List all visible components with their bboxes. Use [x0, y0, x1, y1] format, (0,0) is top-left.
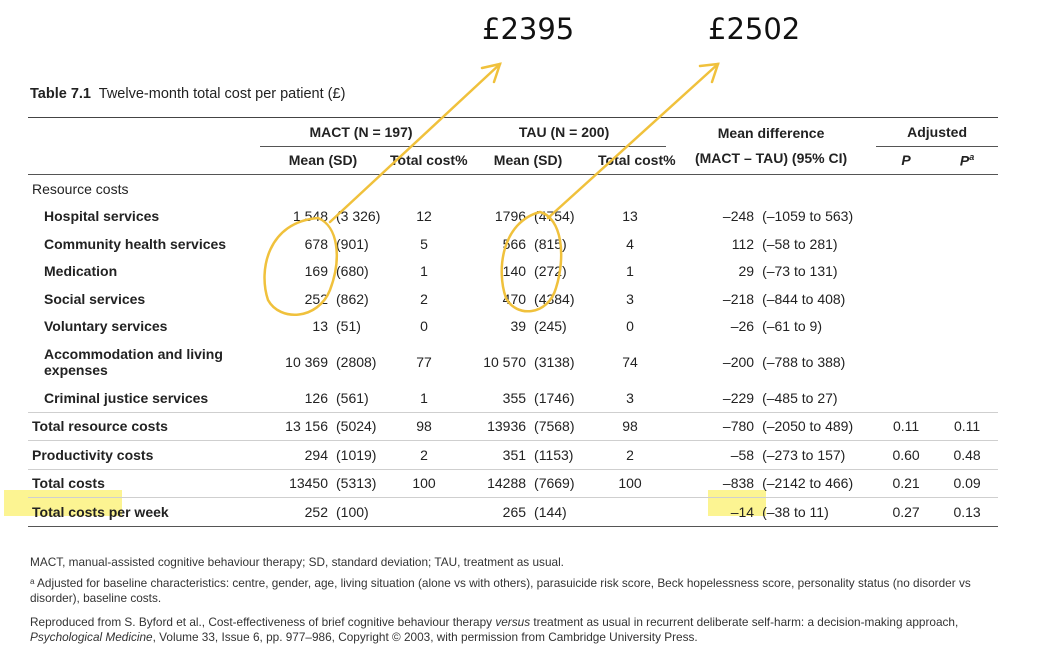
header-total-cost-tau: Total cost%	[598, 152, 676, 169]
tau-mean: 10 570	[483, 354, 527, 370]
cost-table	[28, 117, 998, 527]
footnote: ᵃ Adjusted for baseline characteristics: centre, gender, age, living situation (alone vs with others), parasuicide risk score, Beck hopelessness score, personality status (no disorder vs disorder), baseline costs.	[30, 576, 971, 605]
mact-sd: (561)	[336, 389, 369, 406]
p-value	[876, 203, 936, 231]
pa-value	[936, 384, 998, 412]
tau-sd: (3138)	[534, 354, 575, 370]
annotation-right-value: £2502	[708, 12, 801, 46]
mact-mean: 13 156	[260, 412, 332, 441]
p-value	[876, 230, 936, 258]
confidence-interval: (–273 to 157)	[758, 441, 876, 470]
mact-sd: (3 326)	[336, 208, 381, 225]
mact-total-pct: 2	[386, 441, 462, 470]
pa-value: 0.48	[936, 441, 998, 470]
mact-sd: (51)	[336, 318, 361, 335]
confidence-interval: (–58 to 281)	[762, 235, 838, 252]
mact-total-pct: 5	[420, 235, 428, 252]
tau-mean: 470	[502, 290, 527, 307]
mact-mean: 1 548	[292, 208, 328, 225]
tau-total-pct: 100	[594, 469, 666, 498]
right-arrow-head	[700, 64, 718, 82]
header-total-cost-mact: Total cost%	[390, 152, 468, 169]
total-row	[28, 498, 998, 527]
table-row	[28, 230, 998, 258]
mact-total-pct: 12	[416, 208, 432, 225]
mact-mean: 10 369	[285, 354, 328, 370]
pa-value: 0.11	[936, 412, 998, 441]
confidence-interval: (–788 to 388)	[762, 354, 846, 370]
tau-total-pct	[594, 498, 666, 527]
tau-total-pct: 98	[594, 412, 666, 441]
p-value	[876, 258, 936, 286]
table-row	[28, 203, 998, 231]
table-title	[30, 86, 345, 102]
mean-difference: –780	[666, 412, 758, 441]
row-label: Total costs per week	[28, 498, 260, 527]
confidence-interval: (–485 to 27)	[762, 389, 838, 406]
tau-mean: 1796	[494, 208, 527, 225]
tau-mean: 140	[502, 263, 527, 280]
tau-total-pct: 1	[626, 263, 634, 280]
mean-difference: –218	[722, 290, 755, 307]
tau-mean: 14288	[462, 469, 530, 498]
tau-total-pct: 0	[626, 318, 634, 335]
mact-mean: 678	[304, 235, 328, 252]
table-row	[28, 313, 998, 341]
tau-total-pct: 74	[622, 354, 638, 370]
p-value: 0.27	[876, 498, 936, 527]
mean-difference: –838	[666, 469, 758, 498]
row-label: Productivity costs	[28, 441, 260, 470]
total-row	[28, 469, 998, 498]
header-row-1	[28, 118, 998, 147]
header-mean-difference: Mean difference (MACT – TAU) (95% CI)	[666, 118, 876, 175]
mean-difference: –26	[730, 318, 755, 335]
mact-total-pct: 100	[386, 469, 462, 498]
mact-mean: 13	[312, 318, 328, 335]
table-row	[28, 340, 998, 384]
tau-total-pct: 3	[626, 290, 634, 307]
mact-mean: 13450	[260, 469, 332, 498]
mact-total-pct: 1	[420, 263, 428, 280]
confidence-interval: (–73 to 131)	[762, 263, 838, 280]
confidence-interval: (–1059 to 563)	[762, 208, 854, 225]
table-row	[28, 285, 998, 313]
tau-total-pct: 3	[626, 389, 634, 406]
mean-difference: 29	[738, 263, 755, 280]
section-label: Resource costs	[32, 180, 129, 197]
mact-sd: (862)	[336, 290, 369, 307]
pa-value	[936, 313, 998, 341]
row-label: Accommodation and living expenses	[44, 346, 223, 378]
row-label: Total resource costs	[28, 412, 260, 441]
mact-sd: (901)	[336, 235, 369, 252]
table-title-text: Twelve-month total cost per patient (£)	[98, 86, 346, 102]
tau-sd: (1746)	[534, 389, 575, 406]
tau-mean: 265	[462, 498, 530, 527]
row-label: Medication	[44, 263, 118, 280]
mact-total-pct: 1	[420, 389, 428, 406]
table-row	[28, 384, 998, 412]
p-value: 0.21	[876, 469, 936, 498]
confidence-interval: (–2142 to 466)	[758, 469, 876, 498]
pa-value	[936, 203, 998, 231]
mact-mean: 252	[260, 498, 332, 527]
mact-total-pct: 98	[386, 412, 462, 441]
tau-total-pct: 2	[594, 441, 666, 470]
tau-sd: (4754)	[534, 208, 575, 225]
mean-difference: –14	[666, 498, 758, 527]
tau-total-pct: 13	[622, 208, 638, 225]
tau-sd: (245)	[534, 318, 567, 335]
mean-difference: –58	[666, 441, 758, 470]
section-row	[28, 175, 998, 203]
mact-total-pct: 0	[420, 318, 428, 335]
header-pa: $P^a$	[959, 151, 975, 169]
pa-value: 0.13	[936, 498, 998, 527]
mact-mean: 294	[260, 441, 332, 470]
mact-sd: (5313)	[332, 469, 386, 498]
row-label: Hospital services	[44, 208, 160, 225]
mact-sd: (100)	[332, 498, 386, 527]
tau-sd: (7568)	[530, 412, 594, 441]
row-label: Community health services	[44, 235, 227, 252]
row-label: Total costs	[28, 469, 260, 498]
mact-mean: 252	[304, 290, 328, 307]
table-row	[28, 258, 998, 286]
mact-mean: 169	[304, 263, 328, 280]
p-value	[876, 313, 936, 341]
abbrev-note: MACT, manual-assisted cognitive behaviour therapy; SD, standard deviation; TAU, treatment as usual.	[30, 555, 564, 569]
confidence-interval: (–61 to 9)	[762, 318, 822, 335]
mact-mean: 126	[304, 389, 328, 406]
tau-mean: 13936	[462, 412, 530, 441]
pa-value: 0.09	[936, 469, 998, 498]
row-label: Criminal justice services	[44, 389, 209, 406]
tau-mean: 39	[510, 318, 527, 335]
mact-sd: (1019)	[332, 441, 386, 470]
source-note: Reproduced from S. Byford et al., Cost-effectiveness of brief cognitive behaviour therapy versus treatment as usual in recurrent deliberate self-harm: a decision-making approach, Psychological Medicine, Volume 33, Issue 6, pp. 977–986, Copyright © 2003, with permission from Cambridge University Press.	[30, 615, 959, 644]
header-group-mact: MACT (N = 197)	[260, 118, 462, 147]
p-value	[876, 384, 936, 412]
header-p: P	[901, 152, 911, 169]
tau-mean: 355	[502, 389, 527, 406]
tau-mean: 351	[462, 441, 530, 470]
mact-total-pct	[386, 498, 462, 527]
mact-total-pct: 2	[420, 290, 428, 307]
pa-value	[936, 258, 998, 286]
header-group-tau: TAU (N = 200)	[462, 118, 666, 147]
mact-total-pct: 77	[416, 354, 432, 370]
mact-sd: (5024)	[332, 412, 386, 441]
p-value	[876, 285, 936, 313]
annotation-left-value: £2395	[482, 12, 575, 46]
p-value: 0.60	[876, 441, 936, 470]
tau-sd: (144)	[530, 498, 594, 527]
table-title-label: Table 7.1	[30, 86, 91, 102]
tau-total-pct: 4	[626, 235, 634, 252]
total-row	[28, 412, 998, 441]
header-adjusted: Adjusted	[876, 118, 998, 147]
header-mean-sd-tau: Mean (SD)	[493, 152, 563, 169]
tau-sd: (7669)	[530, 469, 594, 498]
p-value: 0.11	[876, 412, 936, 441]
pa-value	[936, 285, 998, 313]
mact-sd: (680)	[336, 263, 369, 280]
row-label: Social services	[44, 290, 146, 307]
row-label: Voluntary services	[44, 318, 168, 335]
confidence-interval: (–844 to 408)	[762, 290, 846, 307]
mean-difference: –200	[722, 354, 755, 370]
tau-sd: (4384)	[534, 290, 575, 307]
confidence-interval: (–2050 to 489)	[758, 412, 876, 441]
tau-sd: (272)	[534, 263, 567, 280]
header-mean-sd-mact: Mean (SD)	[288, 152, 358, 169]
confidence-interval: (–38 to 11)	[758, 498, 876, 527]
tau-sd: (815)	[534, 235, 567, 252]
tau-mean: 566	[502, 235, 527, 252]
mean-difference: –248	[722, 208, 755, 225]
pa-value	[936, 230, 998, 258]
mean-difference: –229	[722, 389, 755, 406]
total-row	[28, 441, 998, 470]
tau-sd: (1153)	[530, 441, 594, 470]
pa-value	[936, 340, 998, 384]
left-arrow-head	[482, 64, 500, 82]
mean-difference: 112	[731, 235, 755, 252]
mact-sd: (2808)	[336, 354, 377, 370]
p-value	[876, 340, 936, 384]
